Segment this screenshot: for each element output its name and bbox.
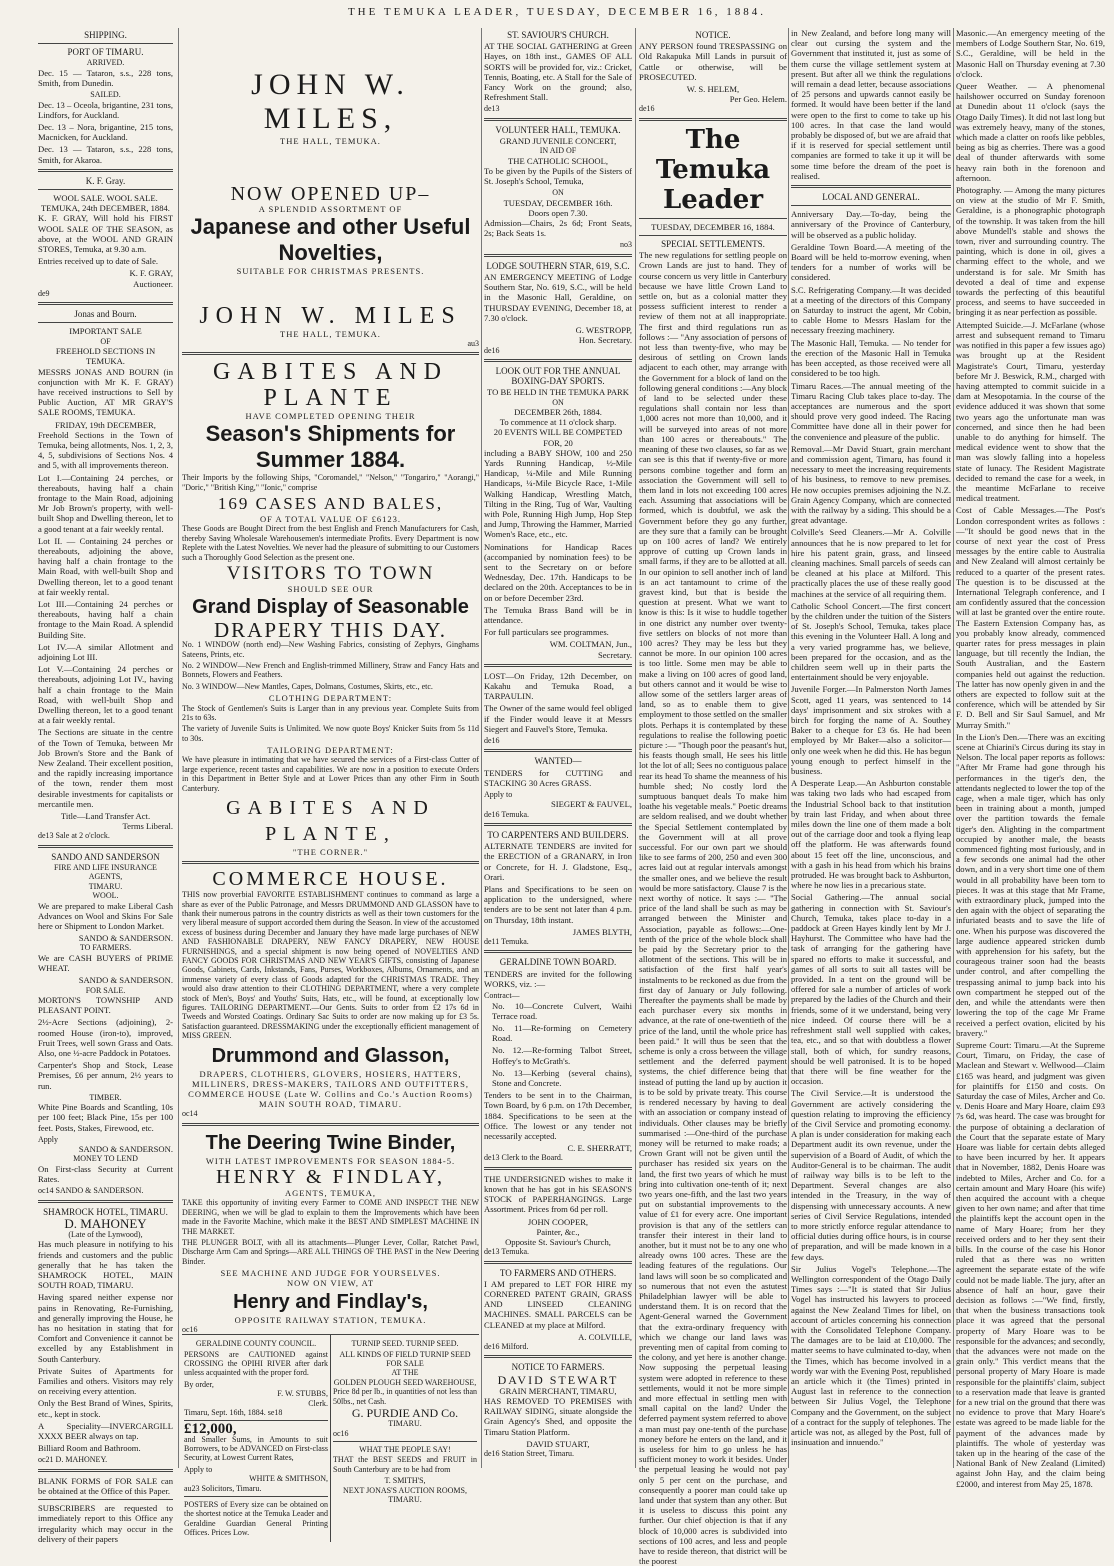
ad-subheading: HAVE COMPLETED OPENING THEIR xyxy=(245,411,416,422)
ad-display-title: HENRY & FINDLAY, xyxy=(216,1166,445,1189)
ad-code: de16 xyxy=(639,104,655,114)
ad-body: Entries received up to date of Sale. xyxy=(38,256,159,267)
ad-signature: G. WESTROPP, xyxy=(575,325,632,336)
ad-body: To be given by the Pupils of the Sisters of St. Joseph's School, Temuka, xyxy=(484,165,632,187)
ad-body: Having spared neither expense nor pains in Renovating, Re-Furnishing, and generally improving the House, he has no hesitation in stating that for Comfort and Convenience it cannot be excelled by any Establishment in South Canterbury. xyxy=(38,1292,173,1364)
column-divider xyxy=(788,28,789,1468)
ad-heading: LOOK OUT FOR THE ANNUAL BOXING-DAY SPORTS. xyxy=(495,365,621,387)
ad-heading: SANDO AND SANDERSON xyxy=(51,851,160,862)
ad-display-title: 169 CASES AND BALES, xyxy=(217,494,444,514)
ad-display-title: Henry and Findlay's, xyxy=(233,1290,428,1313)
article-body: in New Zealand, and before long many will clear out cursing the system and the Government that instituted it, just as some of them curse the village settlement system at present. But after all we think the regulations will remain a dead letter, because associations of 25 persons and upwards cannot easily be formed. It would have been better if the land were open to the first to come to take up his 100 acres. In that case the land would probably be disposed of, but we are afraid that if it is reserved for special settlement until companies are formed to take it up it will be some time before the dream of the poet is realised. xyxy=(791,28,951,181)
ad-heading: SHAMROCK HOTEL, TIMARU. xyxy=(43,1206,168,1217)
ad-heading: VOLUNTEER HALL, TEMUKA. xyxy=(495,124,621,135)
ad-subheading: IMPORTANT SALE xyxy=(69,326,142,337)
ad-code: de13 Temuka. xyxy=(484,1247,530,1257)
ad-body: Price 8d per lb., in quantities of not less than 50lbs., net Cash. xyxy=(333,1387,477,1406)
ad-subheading: SUITABLE FOR CHRISTMAS PRESENTS. xyxy=(236,266,425,277)
ad-subheading: OPPOSITE RAILWAY STATION, TEMUKA. xyxy=(234,1314,427,1325)
ad-signature: Clerk. xyxy=(308,1398,328,1408)
ad-display-title: NOW OPENED UP– xyxy=(230,183,431,206)
ad-body: THE UNDERSIGNED wishes to make it known that he has got in his SEASON'S STOCK of PAPERHANGINGS. Large Assortment. Prices from 6d per roll. xyxy=(484,1173,632,1215)
lot-entry: Lot IV.—A similar Allotment and adjoining Lot III. xyxy=(38,641,173,662)
ad-signature: Auctioneer. xyxy=(133,278,173,289)
ad-body: THE PLUNGER BOLT, with all its attachments—Plunger Lever, Collar, Ratchet Pawl, Discharge Arm Cam and Springs—ARE ALL THINGS OF THE PAST in the New Deering Binder. xyxy=(182,1237,479,1266)
column-1 xyxy=(38,28,173,1544)
page-masthead: THE TEMUKA LEADER, TUESDAY, DECEMBER 16, 1884. xyxy=(347,6,767,18)
ad-display-title: The Deering Twine Binder, xyxy=(205,1131,456,1154)
news-item: Timaru Races.—The annual meeting of the Timaru Racing Club takes place to-day. The acceptances are numerous and the sport should prove very good indeed. The Racing Committee have done all in their power for the convenience and pleasure of the public. xyxy=(791,380,951,442)
ad-display-title: JOHN W. MILES xyxy=(199,302,462,329)
ad-body: TIMARU. xyxy=(388,1419,422,1429)
ad-display-title: G. PURDIE AND Co. xyxy=(351,1405,459,1420)
ad-subheading: NOW ON VIEW, AT xyxy=(286,1278,375,1289)
ad-signature: T. SMITH'S, xyxy=(384,1476,426,1486)
news-item: Masonic.—An emergency meeting of the members of Lodge Southern Star, No. 619, S.C., Geraldine, will be held in the Masonic Hall on Thursday evening at 7.30 o'clock. xyxy=(956,28,1105,79)
ad-display-title: Season's Shipments for xyxy=(205,421,456,447)
ad-body: K. F. GRAY, Will hold his FIRST WOOL SALE OF THE SEASON, as above, at the WOOL AND GRAIN STORES, Temuka, at 9.30 a.m. xyxy=(38,213,173,255)
ad-heading: Jonas and Bourn. xyxy=(74,309,137,320)
ad-signature: W. S. HELEM, xyxy=(686,84,740,95)
ad-body: To commence at 11 o'clock sharp. xyxy=(499,417,617,428)
ad-body: Opposite St. Saviour's Church, xyxy=(505,1236,611,1247)
news-item: Queer Weather. — A phenomenal hailshower occurred on Sunday forenoon at Dunedin about 11 o'clock (says the Otago Daily Times). It did not last long but was extremely heavy, many of the stones, which made a clatter on roofs like pebbles, being as big as cherries. There was a good deal of thunder afterwards with some heavy rain both in the forenoon and afternoon. xyxy=(956,81,1105,183)
ad-subheading: SEE MACHINE AND JUDGE FOR YOURSELVES. xyxy=(220,1268,441,1279)
ad-subheading: IN AID OF xyxy=(539,146,577,156)
ad-display-title: Drummond and Glasson, xyxy=(211,1044,450,1067)
ad-code: de16 xyxy=(484,345,500,355)
ad-display-title: GABITES AND PLANTE, xyxy=(226,796,435,845)
ad-body: By order, xyxy=(184,1379,214,1389)
ad-heading: TURNIP SEED. TURNIP SEED. xyxy=(351,1339,459,1349)
news-item: The Civil Service.—It is understood the Government are actively considering the question relating to improving the efficiency of the Civil Service and promoting economy. A plan is under consideration for making each Department audit its own revenue, under the supervision of a Board of Audit, of which the Auditor-General is to be chairman. The audit of railway way bills is to be left to the Department. Several changes are also intended in the Treasury, in the way of dispensing with unnecessary accounts. A new series of Civil Service Regulations, intended to more strictly enforce regular attendance to official duties during office hours, is in course of preparation, and will be made known in a few days. xyxy=(791,1088,951,1262)
ad-subheading: SHOULD SEE OUR xyxy=(287,584,374,595)
ad-code: oc16 xyxy=(333,1428,349,1438)
ad-signature: Secretary. xyxy=(597,649,632,660)
ad-date: TUESDAY, DECEMBER 16th. xyxy=(503,197,613,208)
column-5 xyxy=(791,28,951,1468)
ad-body: Has much pleasure in notifying to his friends and customers and the public generally that he has taken the SHAMROCK HOTEL, MAIN SOUTH ROAD, TIMARU. xyxy=(38,1239,173,1291)
sailing-entry: Dec. 13 – Oceola, brigantine, 231 tons, Lindfors, for Auckland. xyxy=(38,99,173,120)
ad-display-title: Summer 1884. xyxy=(255,447,406,473)
ad-subheading: OF A TOTAL VALUE OF £6123. xyxy=(259,514,402,525)
ad-body: White Pine Boards and Scantling, 10s per 100 feet; Black Pine, 15s per 100 feet. Posts, Stakes, Firewood, etc. xyxy=(38,1102,173,1133)
column-6 xyxy=(956,28,1105,1489)
ad-body: We are prepared to make Liberal Cash Advances on Wool and Skins For Sale here or Shipment to London Market. xyxy=(38,900,173,932)
ad-body: Contract— xyxy=(484,991,520,1001)
news-item: A Desperate Leap.—An Ashburton constable was taking two lads who had escaped from the Industrial School back to that institution by train last Friday, and when about three miles down the line one of them made a bolt out of the carriage door and took a flying leap off the platform. He was afterwards found about 15 feet off the line, unconscious, and with a gash in his head from which his brains protruded. He was brought back to Ashburton, where he now lies in a precarious state. xyxy=(791,778,951,891)
ad-body: THAT the BEST SEEDS and FRUIT in South Canterbury are to be had from xyxy=(333,1455,477,1474)
column-2 xyxy=(182,28,479,1538)
ad-date: FRIDAY, 19th DECEMBER, xyxy=(55,419,156,430)
ad-subheading: MONEY TO LEND xyxy=(73,1154,138,1164)
column-divider xyxy=(178,28,179,1468)
ad-display-title: GABITES AND PLANTE xyxy=(212,359,448,412)
contract-item: No. 13—Kerbing (several chains), Stone and Concrete. xyxy=(492,1067,632,1088)
ad-body: HAS REMOVED TO PREMISES with RAILWAY SIDING, situate alongside the Grain Agency's Shed, and opposite the Timaru Station Platform. xyxy=(484,1396,632,1437)
ad-body: Apply to xyxy=(484,790,513,800)
news-item: Photography. — Among the many pictures on view at the studio of Mr F. Smith, Geraldine, is a phonographic photograph of the township. It was taken from the hill above Mundell's stable and shows the town, river and surrounding country. The painting, which is done in oil, gives a charming effect to the whole, and we understand is for sale. Mr Smith has devoted a deal of time and expense towards the perfecting of this beautiful process, and seems to have succeeded in bringing it as near perfection as possible. xyxy=(956,185,1105,318)
ad-body: MESSRS JONAS AND BOURN (in conjunction with Mr K. F. GRAY) have received instructions to Sell by Public Auction, AT MR GRAY'S SALE ROOMS, TEMUKA. xyxy=(38,366,173,418)
ad-body: THIS now proverbial FAVORITE ESTABLISHMENT continues to command as large a share as ever of the Public Patronage, and Messrs DRUMMOND AND GLASSON have to thank their numerous patrons in the country districts as well as their town customers for the very liberal measure of support accorded them during the Season. In view of the accustomed excess of business during December and January they have made large purchases of NEW AND FASHIONABLE DRAPERY, NEW FANCY DRAPERY, NEW HOUSE FURNISHINGS, and a special shipment is now being opened of NOVELTIES AND FANCY GOODS FOR CHRISTMAS AND NEW YEAR'S GIFTS, consisting of Japanese Goods, Cabinets, Cards, Inkstands, Fans, Purses, Workboxes, Albums, Ornaments, and an immense variety of every class of Goods adapted for the CHRISTMAS TRADE. They would also draw attention to their CLOTHING DEPARTMENT, where a very complete stock of Men's, Boys' and Youths' Suits, Hats, etc., will be found, at exceptionally low figures. TAILORING DEPARTMENT.—Our Gents. Suits to order from £2 17s 6d in Tweeds and Worsted Coatings. Ordinary Sac Suits to order are now making up for £3 5s. Satisfaction guaranteed. DRESSMAKING under the exceptionally efficient management of MISS GREEN. xyxy=(182,890,479,1041)
ad-body: Title—Land Transfer Act. xyxy=(60,811,151,822)
ad-body: Admission—Chairs, 2s 6d; Front Seats, 2s; Back Seats 1s. xyxy=(484,218,632,239)
ad-body: TENDERS for CUTTING and STACKING 30 Acres GRASS. xyxy=(484,767,632,788)
bottom-ad-row xyxy=(182,1334,479,1542)
contract-item: No. 10—Concrete Culvert, Waihi Terrace road. xyxy=(492,1000,632,1021)
ad-body: Freehold Sections in the Town of Temuka, being allotments, Nos. 1, 2, 3, 4, 5, subdivisions of Sections Nos. 4 and 5, with all improvements thereon. xyxy=(38,429,173,471)
ad-body: ON xyxy=(552,397,564,407)
ad-heading: K. F. Gray. xyxy=(85,175,126,186)
ad-date: Timaru, Sept. 16th, 1884. se18 xyxy=(184,1407,283,1417)
ad-body: POSTERS of Every size can be obtained on the shortest notice at the Temuka Leader and Geraldine Guardian General Printing Offices. Prices Low. xyxy=(184,1500,328,1538)
ad-body: TAKE this opportunity of inviting every Farmer to COME AND INSPECT THE NEW DEERING, when we will be glad to explain to them the Improvements which have been made in the Favorite Machine, which make it the BEST AND SIMPLEST MACHINE IN THE MARKET. xyxy=(182,1198,479,1236)
ad-subheading: COMMERCE HOUSE (Late W. Collins and Co.'s Auction Rooms) MAIN SOUTH ROAD, TIMARU. xyxy=(188,1089,473,1110)
ad-subheading: GRAND JUVENILE CONCERT, xyxy=(499,136,617,147)
ad-signature: SANDO & SANDERSON. xyxy=(78,933,173,944)
article-heading: SPECIAL SETTLEMENTS. xyxy=(661,239,765,250)
ad-body: 2½-Acre Sections (adjoining), 2-roomed House (iron-to), improved, Fruit Trees, well sown Grass and Oats. Also, one ½-acre Paddock in Potatoes. xyxy=(38,1017,173,1058)
news-item: Colville's Seed Cleaners.—Mr A. Colville announces that he is now prepared to let for hire his patent grain, grass, and linseed cleaning machines. Small parcels of seeds can be cleaned at his place at Milford. This practically places the use of these really good machines at the service of all requiring them. xyxy=(791,527,951,599)
ad-body: The Stock of Gentlemen's Suits is Larger than in any previous year. Complete Suits from 21s to 63s. xyxy=(182,703,479,722)
ad-subheading: WITH LATEST IMPROVEMENTS FOR SEASON 1884-5. xyxy=(205,1155,456,1166)
contract-item: No. 11—Re-forming on Cemetery Road. xyxy=(492,1022,632,1044)
ad-display-title: £12,000, xyxy=(184,1421,237,1438)
ad-subheading: "THE CORNER." xyxy=(292,846,369,857)
ad-code: oc14 xyxy=(182,1109,198,1119)
ad-body: Billiard Room and Bathroom. xyxy=(38,1443,141,1454)
ad-display-title: JOHN W. MILES, xyxy=(251,68,410,135)
ad-display-title: Novelties, xyxy=(278,240,383,266)
news-item: Social Gathering.—The annual social gathering in connection with St. Saviour's Church, Temuka, takes place to-day in a paddock at Green Hayes kindly lent by Mr J. Hayhurst. The Committee who have had the task of arranging for the gathering have spared no efforts to make it successful, and games of all sorts to suit all tastes will be provided. In a tent on the ground will be offered for sale a number of articles of work prepared by the ladies of the Church and their friends, some of it we understand, being very nice indeed. Of course there will be a refreshment stall well supplied with cakes, tea, etc., and so that with doubtless a flower stall, both of which, for sundry reasons, should be well patronised. It is to be hoped that there will be fine weather for the occasion. xyxy=(791,892,951,1087)
news-item: Juvenile Forger.—In Palmerston North James Scott, aged 11 years, was sentenced to 14 days' imprisonment and six strokes with a birch for forging the name of A. Southey Baker to a cheque for £3 6s. He had been employed by Mr Baker—also a solicitor—only one week when he did this. He has begun young enough to perfect himself in the business. xyxy=(791,684,951,777)
news-item: In the Lion's Den.—There was an exciting scene at Chiarini's Circus during its stay in Nelson. The local paper reports as follows: "After Mr Frame had gone through his performances in the tiger's den, the attendants neglected to lower the top of the cage, when a male tiger, which has only been in training about a month, jumped over the partition towards the female tiger's den. Alighting in the compartment occupied by another male, the beasts commenced fighting most furiously, and in a few seconds one animal had the other down, and in a very short time one of them would in all probability have been torn to pieces. It was at this stage that Mr Frame, with extraordinary pluck, jumped into the den again with the object of separating the infuriated beasts and to save the life of one. When his purpose was discovered the large audience appeared stricken dumb with apprehension for his safety, but the courageous trainer soon had the beasts under control, and after compelling the trespassing animal to jump back into his own compartment he stepped out of the den, and while the attendants were then lowering the top of the cage Mr Frame received a perfect ovation, elicited by his bravery." xyxy=(956,731,1105,1038)
ad-body: LOST—On Friday, 12th December, on Kakahu and Temuka Road, a TARPAULIN. xyxy=(484,670,632,702)
ad-signature: JOHN COOPER, xyxy=(527,1216,589,1227)
ad-body: MORTON'S TOWNSHIP AND PLEASANT POINT. xyxy=(38,994,173,1016)
ad-body: Private Suites of Apartments for Families and others. Visitors may rely on receiving every attention. xyxy=(38,1365,173,1397)
ad-body: FOR SALE xyxy=(386,1358,424,1368)
ad-body: NEXT JONAS'S AUCTION ROOMS, TIMARU. xyxy=(343,1485,467,1505)
lot-entry: Lot II. — Containing 24 perches or thereabouts, adjoining the above, having half a chain frontage to the Main Road, with well-built Shop and Dwelling thereon, let to a good tenant at fair weekly rental. xyxy=(38,535,173,597)
column-3 xyxy=(484,28,632,1468)
ad-body: The Owner of the same would feel obliged if the Finder would leave it at Messrs Siegert and Fauvel's Store, Temuka. xyxy=(484,703,632,734)
ad-heading: ST. SAVIOUR'S CHURCH. xyxy=(507,30,609,40)
article-body: The new regulations for settling people on Crown Lands are just to hand. They of course concern us very little in Canterbury because we have little Crown Land to settle on, but as a colonial matter they possess sufficient interest to render a review of them not at all inappropriate. The first and third regulations run as follows :— "Any association of persons of not less than twenty-five, who may be desirous of settling on Crown lands adjacent to each other, may arrange with the Government for a block of land on the following general conditions :—Any block of land to be selected under these regulations shall contain nor less than 1,000 acres not more than 10,000, and it will be surveyed into areas of not more than 100 acres or thereabouts." The meaning of these two clauses, so far as we can see is this that if twenty-five or more persons combine together and form an association the Government will sell to them land in lots not exceeding 100 acres each. Assuming that associations will be formed, which is doubtful, we ask the Government before they go any further, are they sure that a family can be brought up on 100 acres of land? We entirely approve of cutting up Crown lands in small farms, if they are to be allotted at all. In our opinion to sell another inch of land is an act tantamount to crime of the gravest kind, but that is beside the question at present. What we want to know is this: Is it wise to huddle together in one district any number over twenty-five settlers on blocks of not more than 100 acres? They may be less but they cannot be more. In our opinion 100 acres is too little. Some men may be able to make a living on 100 acres of good land, but others cannot and it would be wise to allow some of the settlers larger areas of land, so as to enable them to give employment to those settled on the smaller plots. Perhaps it is contemplated by these regulations to realise the following poetic picture :— "Though poor the peasant's hut, his feasts though small, He sees his little lot the lot of all; Sees no contiguous palace rear its head To shame the meanness of his humble shed; No costly lord the sumptuous banquet deals To make him loathe his vegetable meals." Poetic dreams are seldom realised, and we doubt whether the Special Settlement contemplated by the Government will at all prove successful. For our own part we should like to see farms of 200, 250 and even 300 acres laid out at regular intervals amongst the smaller ones, and we believe the result would be more satisfactory. Clause 7 is the next worthy of notice. It says :— "The price of the land shall be such as may be arranged between the Minister and Association, payable as follows:—One-tenth of the price of the whole block shall be paid by the Secretary prior to the allotment of the sections. This will be in satisfaction of the first half year's instalments to be reckoned as due from the first day of January or July following. Thereafter the payments shall be made by each purchaser every six months in advance, at the rate of one-twentieth of the price of the land, until the whole price has been paid." It will thus be seen that the scheme is only a cross between the village settlement and the deferred payment systems, the chief difference being that instead of putting the land up by auction it is to be sold by private treaty. This course is rendered necessary by having to deal with an association or company instead of individuals. Other clauses may be briefly summarised :—One-third of the purchase money will be returned to make roads; a Crown Grant will not be given until the purchaser has resided six years on the land, the first two years of which he must bring into cultivation one-tenth of it; next two years one-fifth, and the last two years put on substantial improvements to the value of £1 for every acre. One important provision is that any of the settlers can transfer their interest in their land to another, but it must not be to any one who already owns 100 acres. These are the leading features of the regulations. Our land laws will soon be so complicated and so numerous that not even the astutest Philadelphian lawyer will be able to understand them. It is on record that the Agent-General warned the Government that the extra-ordinary frequency with which we change our land laws was preventing men of capital from coming to the colony, and yet here is another change. Now supposing the perpetual leasing system were adopted in reference to these settlements, would it not be more simple and more effectual in settling men with small capital on the land? Under the deferred payment system referred to above a man must pay one-tenth of the purchase money before he enters on the land, and it is useless for him to go unless he has sufficient money to work it besides. Under the perpetual leasing he would not pay only 5 per cent on the purchase, and consequently a poorer man could take up land under that system than any other. But it is useless to discuss this point any further. Our chief objection is that if any block of 10,000 acres is subdivided into sections of 100 acres, and less and people have to reside thereon, that district will be the poorest xyxy=(639,250,788,1566)
newspaper-title: The Temuka Leader xyxy=(655,124,771,215)
ad-body: Tenders to be sent in to the Chairman, Town Board, by 6 p.m. on 17th December, 1884. Specifications to be seen at the Office. The lowest or any tender not necessarily accepted. xyxy=(484,1090,632,1141)
ad-body: Their Imports by the following Ships, "Coromandel," "Nelson," "Tongariro," "Aorangi," "Doric," "British King," "Ionic," comprise xyxy=(182,473,479,492)
ad-body: ANY PERSON found TRESPASSING on Old Rakapuka Mill Lands in pursuit of Cattle or otherwise, will be PROSECUTED. xyxy=(639,41,787,82)
ad-signature: A. COLVILLE, xyxy=(578,1331,632,1342)
news-item: Removal.—Mr David Stuart, grain merchant and commission agent, Timaru, has found it necessary to meet the increasing requirements of his business, to remove to new premises. He now occupies premises adjoining the N.Z. Grain Agency Company, which are connected with the railway by a siding. This should be a great advantage. xyxy=(791,443,951,526)
ad-body: PERSONS are CAUTIONED against CROSSING the OPIHI RIVER after dark unless acquainted with the proper ford. xyxy=(184,1349,328,1378)
right-ad-cell xyxy=(330,1335,479,1542)
arrival-entry: Dec. 15 — Tataron, s.s., 228 tons, Smith, from Dunedin. xyxy=(38,67,173,89)
ad-body: Carpenter's Shop and Stock, Lease Premises, £6 per annum, 2½ years to run. xyxy=(38,1060,173,1091)
ad-heading: TO CARPENTERS AND BUILDERS. xyxy=(487,830,629,841)
ad-signature: Hon. Secretary. xyxy=(578,335,632,346)
ad-body: The variety of Juvenile Suits is Unlimited. We now quote Boys' Knicker Suits from 5s 11d to 30s. xyxy=(182,724,479,743)
ad-heading: NOTICE. xyxy=(695,30,731,40)
ad-body: ON xyxy=(552,188,564,198)
ad-body: ALTERNATE TENDERS are invited for the ERECTION of a GRANARY, in Iron or Concrete, for H. J. Gladstone, Esq., Orari. xyxy=(484,841,632,882)
ad-subheading: 20 EVENTS WILL BE COMPETED FOR, 20 xyxy=(493,427,623,448)
ad-signature: K. F. GRAY, xyxy=(129,268,173,279)
news-item: Geraldine Town Board.—A meeting of the Board will be held to-morrow evening, when tenders for a number of works will be considered. xyxy=(791,241,951,283)
news-item: S.C. Refrigerating Company.—It was decided at a meeting of the directors of this Company on Saturday to instruct the agent, Mr Cobin, to cable Home to Messrs Haslam for the necessary freezing machinery. xyxy=(791,284,951,336)
sailed-label: SAILED. xyxy=(90,90,121,100)
ad-signature: SANDO & SANDERSON. xyxy=(78,1144,173,1155)
ad-subheading: OF xyxy=(100,336,111,346)
ad-body: SUBSCRIBERS are requested to immediately report to this Office any irregularity which may occur in the delivery of their papers xyxy=(38,1503,173,1544)
news-item: The Masonic Hall, Temuka. — No tender for the erection of the Masonic Hall in Temuka has been accepted, as those received were all considered to be too high. xyxy=(791,337,951,379)
sailing-entry: Dec. 13 – Nora, brigantine, 215 tons, Macnicken, for Auckland. xyxy=(38,122,173,143)
ad-display-title: DAVID STEWART xyxy=(497,1372,619,1387)
ad-display-title: Grand Display of Seasonable xyxy=(192,596,469,619)
left-ad-cell xyxy=(182,1335,330,1542)
ad-signature: WM. COLTMAN, Jun., xyxy=(549,639,632,650)
ad-signature: Painter, &c., xyxy=(536,1226,580,1237)
ad-body: No. 2 WINDOW—New French and English-trimmed Millinery, Straw and Fancy Hats and Bonnets, Flowers and Feathers. xyxy=(182,661,479,680)
issue-date: TUESDAY, DECEMBER 16, 1884. xyxy=(651,221,775,232)
column-divider xyxy=(481,28,482,1468)
ad-date: TEMUKA, 24th DECEMBER, 1884. xyxy=(41,203,170,214)
ad-heading: GERALDINE TOWN BOARD. xyxy=(499,957,617,968)
ad-body: GOLDEN PLOUGH SEED WAREHOUSE, xyxy=(333,1377,477,1387)
ad-subheading: FOR SALE. xyxy=(85,985,126,995)
ad-subheading: TAILORING DEPARTMENT: xyxy=(267,745,394,756)
ad-subheading: GRAIN MERCHANT, TIMARU, xyxy=(499,1385,617,1396)
ad-signature: C. E. SHERRATT, xyxy=(567,1143,632,1154)
ad-subheading: FIRE AND LIFE INSURANCE AGENTS, xyxy=(54,863,157,882)
ad-body: The Sections are situate in the centre of the Town of Temuka, between Mr Job Brown's Store and the Bank of New Zealand. Their excellent position, and the rapidly increasing importance of the town, render them most desirable investments for capitalists or mercantile men. xyxy=(38,727,173,809)
ad-code: no3 xyxy=(620,240,632,250)
ad-subheading: DRAPERS, CLOTHIERS, GLOVERS, HOSIERS, HATTERS, MILLINERS, DRESS-MAKERS, TAILORS AND OUTFITTERS, xyxy=(192,1068,469,1089)
ad-body: Terms Liberal. xyxy=(122,821,173,832)
contract-item: No. 12.—Re-forming Talbot Street, Hoffey's to McGrath's. xyxy=(492,1045,632,1066)
column-4 xyxy=(639,28,788,1566)
ad-code: de16 Station Street, Timaru. xyxy=(484,1449,574,1459)
ad-body: A Speciality—INVERCARGILL XXXX BEER always on tap. xyxy=(38,1420,173,1442)
ad-signature: SIEGERT & FAUVEL, xyxy=(550,799,632,810)
ad-code: au3 xyxy=(467,338,479,348)
ad-code: oc16 xyxy=(182,1324,198,1334)
ad-body: TENDERS are invited for the following WORKS, viz. :— xyxy=(484,968,632,989)
news-item: Supreme Court: Timaru.—At the Supreme Court, Timaru, on Friday, the case of Maclean and Stewart v. Wellwood—Claim £165 was heard, and judgment was given for plaintiffs for £150 and costs. On Saturday the case of Miles, Archer and Co. v. Denis Hoare and Mary Hoare, claim £93 7s 6d, was heard. The case was brought for the purpose of obtaining a declaration of the Court that the separate estate of Mary Hoare was liable for certain debts alleged to have been incurred by her. It appears that in November, 1882, Denis Hoare was indebted to Miles, Archer and Co. for a certain amount and Mary Hoare (his wife) then acquired the account with a cheque given to her own name; and after that time the plaintiffs kept the account open in the name of Mary Hoare; from her they received orders and to her they sent their bills. In the course of the case his Honor ruled that as there was no written agreement the separate estate of the wife could not be made liable. The jury, after an absence of half an hour, gave their decision as follows :—"We find, firstly, that when the business transactions took place it was agreed that the personal property of Mary Hoare was to be responsible for the advances; and secondly, that the advances were not made on the grain only." This verdict means that the personal property of Mary Hoare is made responsible for the plaintiffs' claim, subject to a reservation made that leave is granted for a new trial on the ground that there was no evidence to prove that Mary Hoare's estate was agreed to be made liable for the payment of the advances made by plaintiffs. The whole of yesterday was taken up in the hearing of the case of the National Bank of New Zealand (Limited) against John Hay, and the claim being £2000, and interest from May 25, 1878. xyxy=(956,1039,1105,1489)
ad-subheading: WOOL. xyxy=(92,891,119,901)
ad-code: de13 Sale at 2 o'clock. xyxy=(38,831,110,841)
ad-code: de16 Temuka. xyxy=(484,809,530,819)
news-item: Catholic School Concert.—The first concert by the children under the tuition of the Sisters of St. Joseph's School, Temuka, takes place this evening in the Volunteer Hall. A long and a very varied programme has, we believe, been prepared for the occasion, and as the children seem well up in their parts the entertainment should be very enjoyable. xyxy=(791,600,951,683)
ad-heading: LODGE SOUTHERN STAR, 619, S.C. xyxy=(486,260,630,271)
ad-body: Only the Best Brand of Wines, Spirits, etc., kept in stock. xyxy=(38,1398,173,1419)
ad-code: de13 xyxy=(484,104,500,114)
ad-body: BLANK FORMS of FOR SALE can be obtained at the Office of this Paper. xyxy=(38,1475,173,1497)
ad-date: DECEMBER 26th, 1884. xyxy=(514,406,602,417)
news-item: Sir Julius Vogel's Telephone.—The Wellington correspondent of the Otago Daily Times says :—"It is stated that Sir Julius Vogel has instructed his lawyers to proceed against the New Zealand Times for libel, on account of articles concerning his connection with the Consolidated Telephone Company. The damages are to be laid at £10,000. The matter seems to have culminated to-day, when the Times, which has become involved in a wordy war with the Evening Post, republished an article which it (the Times) printed in August last in reference to the connection between Sir Julius Vogel, the Telephone Company and the Government, on the subject of a contract for the supply of telephones. The article was not, as alleged by the Post, full of insinuation and innuendo." xyxy=(791,1263,951,1448)
ad-subheading: TIMARU. xyxy=(88,881,123,891)
ad-display-title: COMMERCE HOUSE. xyxy=(212,868,449,891)
ad-heading: NOTICE TO FARMERS. xyxy=(511,1362,605,1373)
ad-body: No. 1 WINDOW (north end)—New Washing Fabrics, consisting of Zephyrs, Ginghams Sateens, Prints, etc. xyxy=(182,640,479,659)
ad-body: Apply xyxy=(38,1134,58,1144)
column-divider xyxy=(953,28,954,1468)
ad-code: oc21 D. MAHONEY. xyxy=(38,1455,108,1465)
ad-subheading: THE HALL, TEMUKA. xyxy=(280,328,381,339)
ad-body: Apply to xyxy=(184,1464,213,1474)
ad-code: de16 xyxy=(484,736,500,746)
ad-body: Nominations for Handicap Races (accompanied by nomination fees) to be sent to the Secretary on or before Wednesday, Dec. 17th. Handicaps to be declared on the 20th. Acceptances to be in on or before December 23rd. xyxy=(484,541,632,603)
sailing-entry: Dec. 13 — Tataron, s.s., 228 tons, Smith, for Akaroa. xyxy=(38,144,173,165)
ad-subheading: (Late of the Lynwood), xyxy=(68,1229,143,1239)
ad-body: On First-class Security at Current Rates. xyxy=(38,1163,173,1184)
ad-subheading: D. MAHONEY xyxy=(64,1215,147,1231)
ad-subheading: THE CATHOLIC SCHOOL, xyxy=(507,155,609,166)
ad-subheading: AGENTS, TEMUKA, xyxy=(284,1188,377,1199)
shipping-heading: SHIPPING. xyxy=(84,30,127,40)
ad-code: au23 Solicitors, Timaru. xyxy=(184,1483,262,1493)
section-heading: LOCAL AND GENERAL. xyxy=(822,192,920,203)
ad-body: AN EMERGENCY MEETING of Lodge Southern Star, No. 619, S.C., will be held in the Masonic Hall, Geraldine, on THURSDAY EVENING, December 18, at 7.30 o'clock. xyxy=(484,272,632,323)
ad-body: For full particulars see programmes. xyxy=(484,627,609,638)
port-heading: PORT OF TIMARU. xyxy=(67,47,144,58)
ad-subheading: WOOL SALE. WOOL SALE. xyxy=(53,193,158,204)
column-divider xyxy=(635,28,636,1468)
ad-signature: WHITE & SMITHSON, xyxy=(249,1474,328,1484)
ad-body: No. 3 WINDOW—New Mantles, Capes, Dolmans, Costumes, Skirts, etc., etc. xyxy=(182,681,433,691)
news-item: Cost of Cable Messages.—The Post's London correspondent writes as follows :—"It should be good news that in the course of next year the cost of Press messages by the entire cable to Australia and New Zealand will almost certainly be reduced to a quarter of the present rates. The question is to be discussed at the International Telegraph conference, and I am confidently assured that the concession will at last be granted over the entire route. The Eastern Extension Company has, as you probably know already, commenced quarter rates for press messages in plain language, but till recently the Indian, the South Australian, and the Eastern companies held out against the reduction. The latter has now openly given in and the others are expected to follow suit at the conference, which will be attended by Sir F. D. Bell and Sir Saul Samuel, and Mr Murray Smith." xyxy=(956,505,1105,730)
ad-heading: WHAT THE PEOPLE SAY! xyxy=(359,1445,451,1454)
ad-signature: Per Geo. Helem. xyxy=(729,94,787,105)
ad-body: Doors open 7.30. xyxy=(528,207,588,218)
ad-body: and Smaller Sums, in Amounts to suit Borrowers, to be ADVANCED on First-class Security, at Lowest Current Rates, xyxy=(184,1434,328,1463)
ad-code: de11 Temuka. xyxy=(484,937,529,947)
news-item: Anniversary Day.—To-day, being the anniversary of the Province of Canterbury, will be observed as a public holiday. xyxy=(791,209,951,240)
ad-heading: TO FARMERS AND OTHERS. xyxy=(499,1267,617,1278)
lot-entry: Lot V.—Containing 24 perches or thereabouts, adjoining Lot IV., having half a chain frontage to the Main Road, with well-built Shop and Dwelling thereon, let to a good tenant at a fair weekly rental. xyxy=(38,664,173,726)
ad-subheading: A SPLENDID ASSORTMENT OF xyxy=(258,204,403,215)
ad-body: We are CASH BUYERS of PRIME WHEAT. xyxy=(38,952,173,974)
ad-body: The Temuka Brass Band will be in attendance. xyxy=(484,604,632,625)
ad-heading: WANTED— xyxy=(534,756,582,767)
ad-subheading: TO FARMERS. xyxy=(79,943,132,953)
ad-body: Plans and Specifications to be seen on application to the undersigned, where tenders are to be sent not later than 4 p.m. on Thursday, 18th instant. xyxy=(484,884,632,925)
lot-entry: Lot I.—Containing 24 perches, or thereabouts, having half a chain frontage to the Main Road, adjoining Mr Job Brown's property, with well-built Shop and Dwelling thereon, let to a good tenant at a fair weekly rental. xyxy=(38,472,173,534)
news-item: Attempted Suicide.—J. McFarlane (whose arrest and subsequent remand to Timaru was notified in this paper a few issues ago) was brought up at the Resident Magistrate's Court, Timaru, yesterday before Mr J. Beswick, R.M., charged with having attempted to commit suicide in a dam at Mesopotamia. In the course of the evidence adduced it was shown that some two years ago the unfortunate man was concerned, and since then he had been unable to do anything for himself. The medical evidence went to show that the man was slowly falling into a hopeless state of lunacy. The Resident Magistrate decided to remand the case for a week, in the meantime McFarlane to receive medical treatment. xyxy=(956,319,1105,504)
ad-subheading: TIMBER. xyxy=(89,1092,122,1102)
ad-display-title: VISITORS TO TOWN xyxy=(226,563,435,585)
ad-body: AT THE SOCIAL GATHERING at Green Hayes, on 18th inst., GAMES OF ALL SORTS will be provided for, viz.: Cricket, Tennis, Boating, etc. A Stall for the Sale of Fancy Work on the ground; also, Refreshment Stall. xyxy=(484,41,632,103)
ad-signature: SANDO & SANDERSON. xyxy=(78,975,173,986)
ad-body: AT THE xyxy=(391,1368,419,1378)
ad-signature: JAMES BLYTH, xyxy=(572,926,632,937)
ad-body: We have pleasure in intimating that we have secured the services of a First-class Cutter of large experience, recent tastes and capabilities. We are now in a position to execute Orders in this Department in Better Style and at Lower Prices than any other Firm in South Canterbury. xyxy=(182,755,479,793)
ad-subheading: THE HALL, TEMUKA. xyxy=(280,136,381,146)
arrived-label: ARRIVED. xyxy=(86,58,125,68)
ad-display-title: DRAPERY THIS DAY. xyxy=(214,618,447,643)
ad-body: I AM prepared to LET FOR HIRE my CORNERED PATENT GRAIN, GRASS AND LINSEED CLEANING MACHINES. SMALL PARCELS can be CLEANED at my place at Milford. xyxy=(484,1278,632,1330)
ad-body: including a BABY SHOW, 100 and 250 Yards Running Handicap, ½-Mile Handicap, ¼-Mile and Mile Running Handicaps, ¼-Mile Bicycle Race, 1-Mile Walking Handicap, Wrestling Match, Tilting in the Ring, Tug of War, Vaulting with Pole, Running High Jump, Hop Step and Jump, Throwing the Hammer, Married Women's Race, etc., etc. xyxy=(484,447,632,540)
ad-subheading: TO BE HELD IN THE TEMUKA PARK xyxy=(487,387,629,398)
ad-code: de16 Milford. xyxy=(484,1342,529,1351)
ad-display-title: Japanese and other Useful xyxy=(190,214,471,240)
ad-subheading: CLOTHING DEPARTMENT: xyxy=(268,693,393,704)
ad-signature: DAVID STUART, xyxy=(526,1438,590,1449)
ad-body: These Goods are Bought Direct from the best English and French Manufacturers for Cash, thereby Saving Wholesale Warehousemen's intermediate Profits. Every Department is now Replete with the Latest Novelties. We never had the pleasure of submitting to our Customers such a Thoroughly Good Selection as the present one. xyxy=(182,524,479,562)
lot-entry: Lot III.—Containing 24 perches or thereabouts, having half a chain frontage to the Main Road. A splendid Building Site. xyxy=(38,598,173,640)
ad-subheading: FREEHOLD SECTIONS IN TEMUKA. xyxy=(55,346,156,367)
ad-code: de9 xyxy=(38,288,50,298)
ad-code: oc14 SANDO & SANDERSON. xyxy=(38,1186,144,1196)
ad-heading: GERALDINE COUNTY COUNCIL. xyxy=(195,1339,317,1349)
ad-signature: F. W. STUBBS, xyxy=(277,1389,328,1399)
ad-code: de13 Clerk to the Board. xyxy=(484,1153,563,1163)
ad-body: ALL KINDS OF FIELD TURNIP SEED xyxy=(339,1349,471,1359)
